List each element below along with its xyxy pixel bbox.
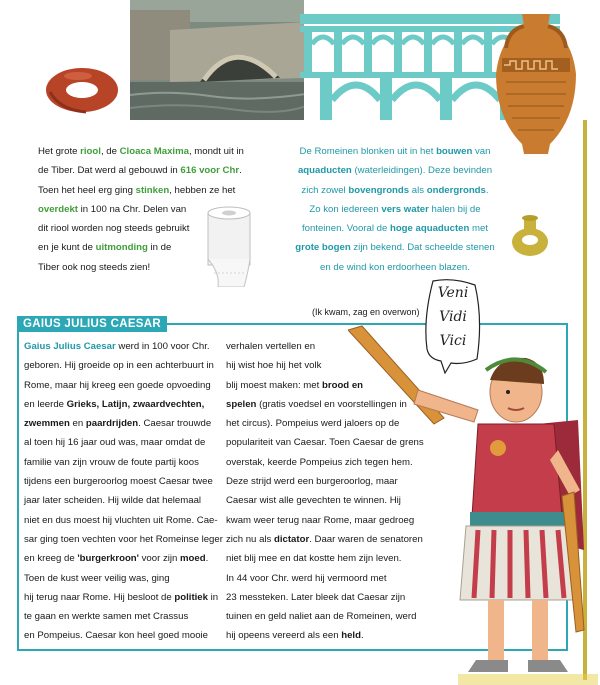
text-line: Het grote riool, de Cloaca Maxima, mondt uit in [38, 146, 244, 157]
text-line: verhalen vertellen en [226, 341, 316, 352]
text-line: Tiber ook nog steeds zien! [38, 261, 151, 273]
text-line: 23 messteken. Later bleek dat Caesar zijn [226, 591, 406, 603]
text-line: de Tiber. Dat werd al gebouwd in 616 voor Chr. [38, 165, 242, 177]
text-line: te gaan en werkte samen met Crassus [24, 611, 189, 623]
section-title: GAIUS JULIUS CAESAR [17, 316, 167, 332]
caesar-bio-right [226, 337, 424, 646]
text-line: en de wind kon erdoorheen blazen. [320, 261, 470, 273]
text-line: Toen het heel erg ging stinken, hebben ze het [38, 184, 236, 196]
text-line: Caesar wist alle gevechten te winnen. Hij [226, 495, 401, 507]
text-line: en kreeg de 'burgerkroon' voor zijn moed. [24, 553, 209, 565]
text-line: niet en dus moest hij vluchten uit Rome. Cae- [24, 514, 218, 526]
text-line: overdekt in 100 na Chr. Delen van [38, 203, 187, 215]
text-line: blij moest maken: met brood en [226, 379, 364, 391]
text-line: Toen de kust weer veilig was, ging [24, 572, 170, 584]
text-line: en je kunt de uitmonding in de [38, 242, 172, 254]
text-line: niet blij mee en dat kostte hem zijn leven. [226, 553, 402, 565]
text-line: Rome, maar hij kreeg een goede opvoeding [24, 379, 211, 391]
text-line: hij wist hoe hij het volk [226, 360, 322, 372]
vase-image [488, 8, 584, 158]
text-line: tijdens een burgeroorlog moest Caesar twee [24, 476, 213, 488]
text-line: al toen hij 16 jaar oud was, maar omdat de [24, 437, 206, 449]
text-line: Deze strijd werd een burgeroorlog, maar [226, 476, 398, 488]
text-line: De Romeinen blonken uit in het bouwen van [299, 146, 491, 157]
text-line: en leerde Grieks, Latijn, zwaardvechten, [24, 398, 205, 410]
photo-bridge [130, 0, 306, 120]
text-line: kwam weer terug naar Rome, maar gedroeg [226, 514, 415, 526]
sewer-paragraph [38, 142, 244, 277]
text-line: hij terug naar Rome. Hij besloot de politiek in [24, 591, 219, 603]
text-line: Zo kon iedereen vers water halen bij de [309, 203, 481, 215]
quote-translation: (Ik kwam, zag en overwon) [312, 307, 420, 317]
text-line: zich nu als dictator. Daar waren de senatoren [226, 533, 423, 545]
text-line: In 44 voor Chr. werd hij vermoord met [226, 572, 387, 584]
bubble-line-vidi: Vidi [439, 309, 467, 325]
text-line: en Pompeius. Caesar kon heel goed mooie [24, 630, 208, 642]
text-line: grote bogen zijn bekend. Dat scheelde stenen [295, 242, 495, 254]
caesar-bio-left [24, 337, 223, 646]
bubble-line-vici: Vici [439, 333, 467, 349]
aqueduct-paragraph [270, 142, 520, 277]
text-line: familie van zijn vrouw de foute partij koos [24, 456, 199, 468]
speech-bubble [423, 279, 483, 374]
text-line: dit riool worden nog steeds gebruikt [38, 223, 190, 235]
text-line: fonteinen. Vooral de hoge aquaducten met [301, 223, 489, 235]
text-line: het circus). Pompeius werd jaloers op de [226, 418, 400, 430]
text-line: geboren. Hij groeide op in een achterbuurt in [24, 360, 214, 372]
text-line: aquaducten (waterleidingen). Deze bevinden [297, 165, 493, 177]
text-line: populariteit van Caesar. Toen Caesar de grens [226, 437, 424, 449]
text-line: zich zowel bovengronds als ondergronds. [301, 184, 489, 196]
text-line: spelen (gratis voedsel en voorstellingen in [226, 398, 407, 410]
text-line: jaar later scheiden. Hij wilde dat helemaal [24, 495, 202, 507]
text-line: overstak, keerde Pompeius zich tegen hem. [226, 456, 413, 468]
bubble-line-veni: Veni [437, 285, 469, 301]
text-line: zwemmen en paardrijden. Caesar trouwde [24, 418, 212, 430]
text-line: sar ging toen vechten voor het Romeinse leger [24, 533, 223, 545]
text-line: hij opeens vereerd als een held. [226, 630, 364, 642]
sausage-image [40, 62, 124, 118]
text-line: tuinen en geld naliet aan de Romeinen, werd [226, 611, 417, 623]
text-line: Gaius Julius Caesar werd in 100 voor Chr. [24, 341, 210, 352]
